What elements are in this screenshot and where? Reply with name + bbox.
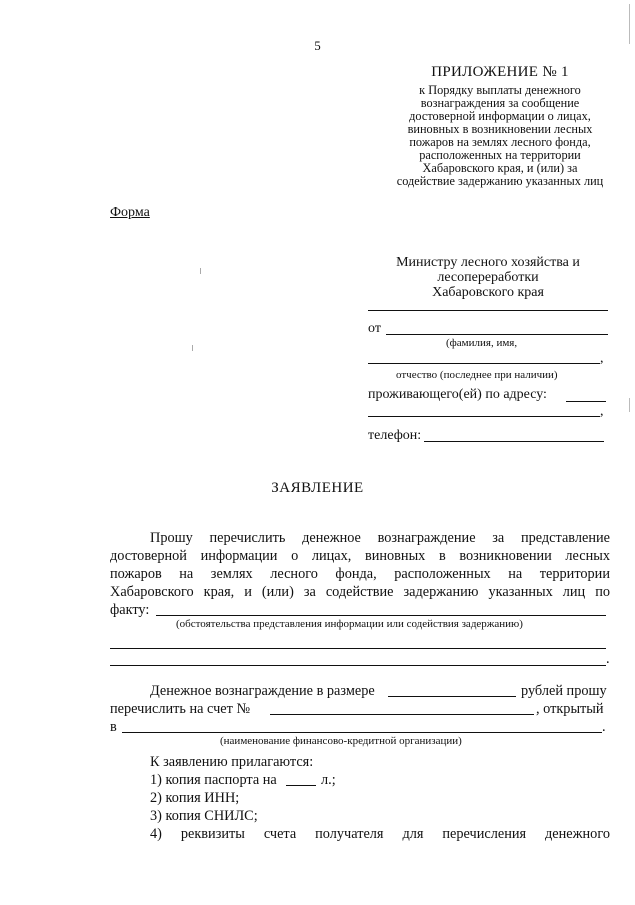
scan-mark — [629, 4, 630, 44]
name-hint: (фамилия, имя, — [446, 337, 518, 349]
form-label: Форма — [110, 205, 150, 220]
fact-hint: (обстоятельства представления информации или содействия задержанию) — [176, 618, 523, 630]
amount-prefix: Денежное вознаграждение в размере — [150, 683, 375, 699]
scan-mark — [200, 268, 201, 274]
addressee-blank-line[interactable] — [368, 310, 608, 311]
patronymic-blank-line[interactable] — [368, 363, 600, 364]
amount-blank-line[interactable] — [388, 696, 516, 697]
bank-blank-line[interactable] — [122, 732, 602, 733]
account-prefix: перечислить на счет № — [110, 701, 251, 717]
scan-mark — [192, 345, 193, 351]
request-line: Прошу перечислить денежное вознаграждение за представление — [150, 530, 610, 546]
appendix-line: достоверной информации о лицах, — [409, 109, 591, 123]
amount-suffix: рублей прошу — [521, 683, 607, 699]
from-blank-line[interactable] — [386, 334, 608, 335]
pages-blank-line[interactable] — [286, 785, 316, 786]
fact-blank-line-3[interactable] — [110, 665, 606, 666]
attachments-title: К заявлению прилагаются: — [150, 754, 314, 770]
appendix-line: расположенных на территории — [419, 148, 581, 162]
end-dot: . — [602, 719, 606, 735]
request-line: достоверной информации о лицах, виновных в возникновении лесных — [110, 548, 610, 564]
account-blank-line[interactable] — [270, 714, 534, 715]
document-title: ЗАЯВЛЕНИЕ — [271, 480, 364, 496]
attachment-item-2: 2) копия ИНН; — [150, 790, 240, 806]
comma: , — [600, 404, 604, 419]
attachment-item-4: 4) реквизиты счета получателя для перечисления денежного — [150, 826, 610, 842]
appendix-text — [372, 84, 628, 188]
from-label: от — [368, 321, 381, 336]
fact-blank-line[interactable] — [156, 615, 606, 616]
scan-mark — [629, 398, 630, 412]
appendix-line: виновных в возникновении лесных — [407, 122, 593, 136]
appendix-line: Хабаровского края, и (или) за — [422, 161, 578, 175]
address-label: проживающего(ей) по адресу: — [368, 387, 547, 402]
request-line: Хабаровского края, и (или) за содействие задержанию указанных лиц по — [110, 584, 610, 600]
request-line: пожаров на землях лесного фонда, расположенных на территории — [110, 566, 610, 582]
appendix-line: пожаров на землях лесного фонда, — [409, 135, 591, 149]
appendix-line: к Порядку выплаты денежного — [419, 83, 581, 97]
addressee-block — [368, 255, 608, 300]
attachment-item-1: 1) копия паспорта на — [150, 772, 277, 788]
addressee-line: Министру лесного хозяйства и — [396, 255, 580, 270]
fact-label: факту: — [110, 602, 150, 618]
attachment-item-1-suffix: л.; — [321, 772, 336, 788]
address-blank-line[interactable] — [566, 401, 606, 402]
phone-label: телефон: — [368, 428, 422, 443]
attachment-item-3: 3) копия СНИЛС; — [150, 808, 258, 824]
comma: , — [600, 351, 604, 366]
appendix-line: вознаграждения за сообщение — [420, 96, 580, 110]
bank-prefix: в — [110, 719, 117, 735]
appendix-title: ПРИЛОЖЕНИЕ № 1 — [431, 64, 569, 80]
addressee-line: лесопереработки — [437, 270, 539, 285]
account-suffix: , открытый — [536, 701, 604, 717]
page-number: 5 — [314, 38, 321, 53]
addressee-line: Хабаровского края — [432, 285, 544, 300]
phone-blank-line[interactable] — [424, 441, 604, 442]
appendix-line: содействие задержанию указанных лиц — [396, 174, 604, 188]
bank-hint: (наименование финансово-кредитной организации) — [220, 735, 462, 747]
fact-blank-line-2[interactable] — [110, 648, 606, 649]
address-blank-line-2[interactable] — [368, 416, 600, 417]
end-dot: . — [606, 651, 610, 667]
patronymic-hint: отчество (последнее при наличии) — [396, 369, 558, 381]
